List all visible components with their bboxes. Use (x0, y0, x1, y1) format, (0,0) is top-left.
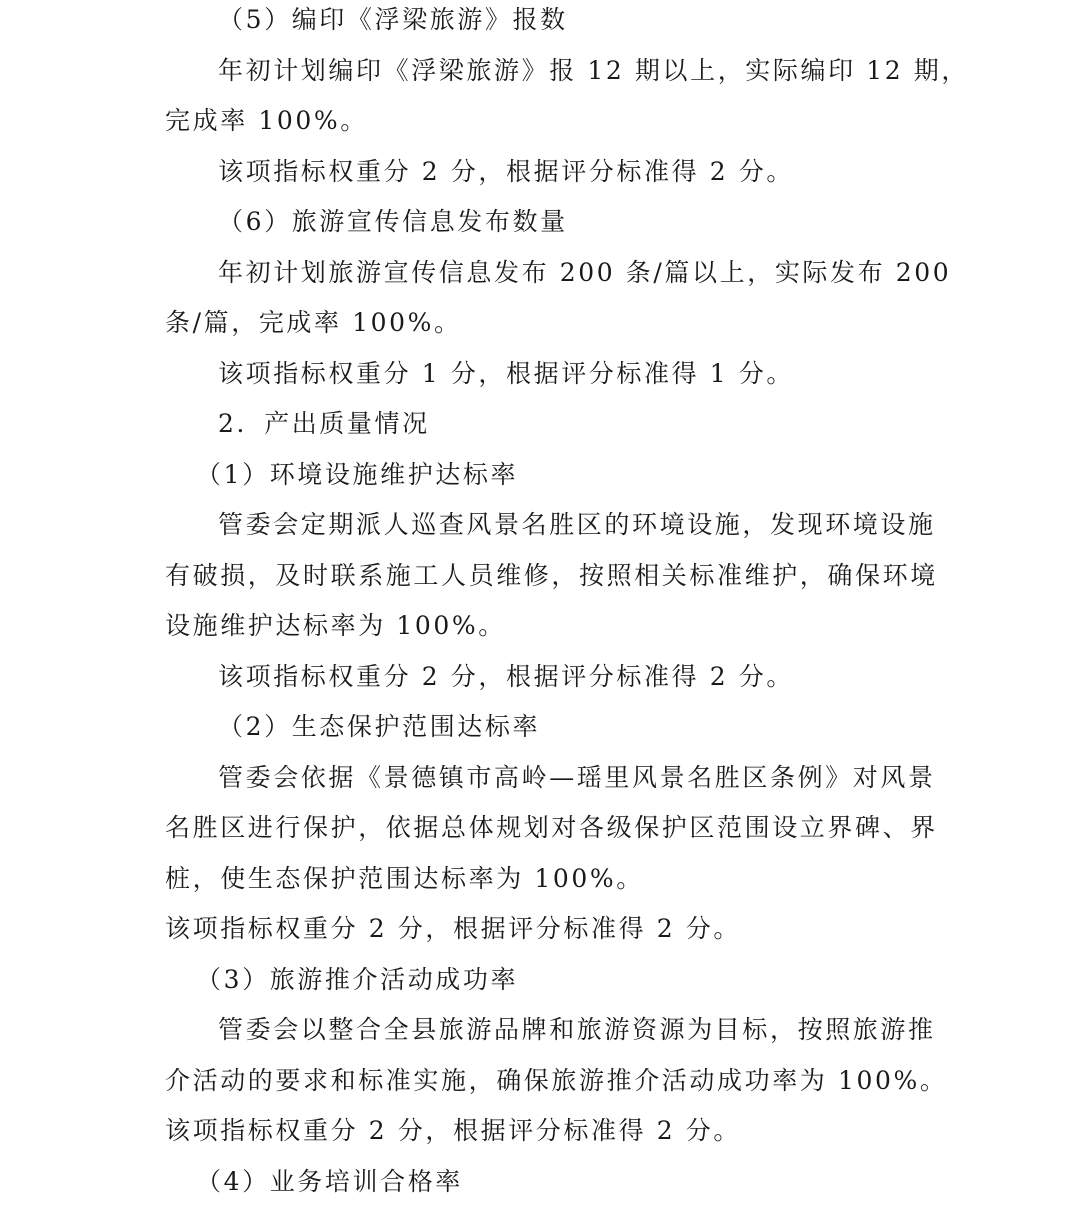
paragraph-line: 名胜区进行保护，依据总体规划对各级保护区范围设立界碑、界 (165, 813, 938, 842)
paragraph-line: 年初计划旅游宣传信息发布 200 条/篇以上，实际发布 200 (218, 258, 952, 287)
score-line: 该项指标权重分 2 分，根据评分标准得 2 分。 (218, 662, 795, 691)
paragraph-line: 管委会依据《景德镇市高岭—瑶里风景名胜区条例》对风景 (218, 763, 936, 792)
paragraph-line: 年初计划编印《浮梁旅游》报 12 期以上，实际编印 12 期， (218, 56, 970, 85)
score-line: 该项指标权重分 2 分，根据评分标准得 2 分。 (218, 157, 795, 186)
subheading-4-training-rate: （4）业务培训合格率 (196, 1167, 463, 1196)
paragraph-line: 设施维护达标率为 100%。 (165, 611, 506, 640)
paragraph-line: 完成率 100%。 (165, 106, 368, 135)
subheading-6-publicity-count: （6）旅游宣传信息发布数量 (218, 207, 568, 236)
section-heading-output-quality: 2．产出质量情况 (218, 409, 430, 438)
paragraph-line: 有破损，及时联系施工人员维修，按照相关标准维护，确保环境 (165, 561, 938, 590)
subheading-5-print-count: （5）编印《浮梁旅游》报数 (218, 5, 568, 34)
subheading-1-facility-rate: （1）环境设施维护达标率 (196, 460, 519, 489)
paragraph-line: 桩，使生态保护范围达标率为 100%。 (165, 864, 644, 893)
paragraph-line: 介活动的要求和标准实施，确保旅游推介活动成功率为 100%。 (165, 1066, 948, 1095)
paragraph-line: 管委会以整合全县旅游品牌和旅游资源为目标，按照旅游推 (218, 1015, 936, 1044)
subheading-3-promotion-rate: （3）旅游推介活动成功率 (196, 965, 519, 994)
score-line: 该项指标权重分 2 分，根据评分标准得 2 分。 (165, 914, 742, 943)
subheading-2-ecology-rate: （2）生态保护范围达标率 (218, 712, 541, 741)
paragraph-line: 管委会定期派人巡查风景名胜区的环境设施，发现环境设施 (218, 510, 936, 539)
score-line: 该项指标权重分 1 分，根据评分标准得 1 分。 (218, 359, 795, 388)
paragraph-line: 条/篇，完成率 100%。 (165, 308, 462, 337)
score-line: 该项指标权重分 2 分，根据评分标准得 2 分。 (165, 1116, 742, 1145)
